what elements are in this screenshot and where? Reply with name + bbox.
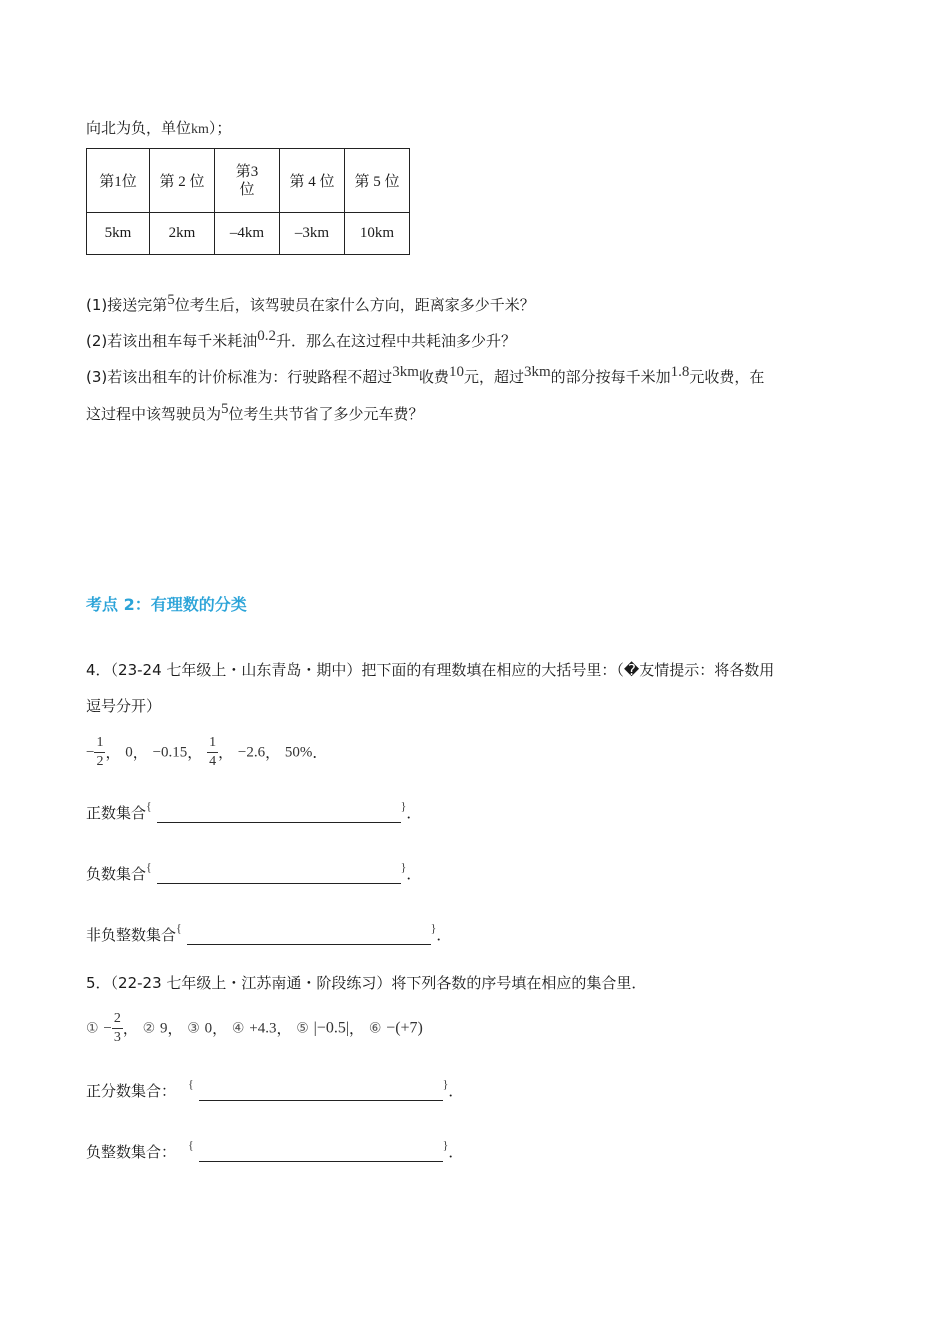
table-value-5: 10km [345, 213, 410, 255]
question-1 [86, 294, 535, 315]
left-brace: { [188, 1138, 194, 1152]
negative-set-row [86, 860, 422, 884]
p4-value-2: −2.6 [237, 744, 266, 761]
p4-value-1: −0.15 [152, 744, 188, 761]
p5-sep-1: ， [122, 1019, 138, 1038]
nonnegative-integer-set-label: 非负整数集合 [86, 926, 177, 944]
negative-integer-set-row [86, 1138, 464, 1162]
section-heading: 考点 2：有理数的分类 [86, 595, 247, 614]
circled-number-5: ⑤ [296, 1020, 309, 1037]
q3-text-c: 元，超过 [463, 368, 524, 386]
p5-value-6: −(+7) [386, 1019, 423, 1037]
q3-number-2: 10 [448, 364, 464, 380]
circled-number-6: ⑥ [368, 1020, 382, 1037]
p4-fraction-1 [94, 734, 105, 771]
right-brace: } [430, 921, 437, 935]
table-value-2: 2km [150, 213, 215, 255]
circled-number-1: ① [86, 1020, 99, 1037]
q3-number-3: 3km [523, 364, 551, 380]
period: ． [448, 1082, 464, 1100]
p4-fraction-2 [207, 734, 218, 771]
p4-fraction-1-denominator: 2 [96, 754, 104, 769]
q1-text-a: (1)接送完第 [86, 296, 168, 314]
p5-value-4: +4.3 [249, 1020, 277, 1037]
nonnegative-integer-set-blank[interactable] [187, 930, 431, 945]
negative-integer-set-label: 负整数集合： [86, 1143, 177, 1161]
q3-text-e: 元收费，在 [689, 368, 765, 386]
p5-sep-2: ， [167, 1019, 183, 1038]
q1-text-b: 位考生后，该驾驶员在家什么方向，距离家多少千米？ [174, 296, 535, 314]
table-header-3-line2: 位 [239, 181, 255, 198]
p4-minus: − [86, 744, 95, 761]
q2-number: 0.2 [257, 328, 276, 344]
p5-minus: − [103, 1020, 112, 1037]
period: ． [406, 804, 422, 822]
left-brace: { [146, 799, 152, 813]
positive-set-label: 正数集合 [86, 804, 147, 822]
q3-text-d: 的部分按每千米加 [550, 368, 671, 386]
q3-text-a: (3)若该出租车的计价标准为：行驶路程不超过 [86, 368, 393, 386]
positive-set-blank[interactable] [157, 808, 401, 823]
right-brace: } [442, 1138, 449, 1152]
table-value-1: 5km [87, 213, 150, 255]
q3-number-4: 1.8 [670, 364, 690, 380]
right-brace: } [400, 799, 407, 813]
p4-value-0: 0 [125, 744, 133, 761]
p5-fraction-numerator: 2 [113, 1011, 121, 1026]
p5-sep-4: ， [276, 1019, 292, 1038]
q2-text-b: 升．那么在这过程中共耗油多少升？ [276, 332, 517, 350]
period: ． [436, 926, 452, 944]
table-header-4: 第 4 位 [280, 149, 345, 213]
p4-sep-4: ， [218, 743, 234, 762]
positive-fraction-set-blank[interactable] [199, 1086, 443, 1101]
circled-number-4: ④ [231, 1020, 245, 1037]
q3-number-1: 3km [392, 364, 419, 380]
period: ． [406, 865, 422, 883]
p5-sep-5: ， [349, 1019, 365, 1038]
positive-set-row [86, 799, 422, 823]
p4-value-3: 50% [284, 744, 313, 761]
left-brace: { [176, 921, 182, 935]
right-brace: } [400, 860, 407, 874]
negative-set-label: 负数集合 [86, 865, 147, 883]
p4-sep-2: ， [132, 743, 148, 762]
p5-value-2: 9 [159, 1020, 168, 1037]
period: ． [448, 1143, 464, 1161]
problem-4-numbers [86, 734, 327, 771]
intro-text: 向北为负，单位 [86, 119, 192, 137]
intro-tail: ）； [208, 119, 232, 137]
p5-value-3: 0 [204, 1020, 213, 1037]
question-3-line-1 [86, 366, 764, 387]
q1-number: 5 [167, 292, 175, 308]
table-header-3-line1: 第3 [235, 163, 259, 180]
table-header-3 [215, 149, 280, 213]
p5-fraction-denominator: 3 [113, 1030, 121, 1045]
p4-fraction-1-numerator: 1 [96, 735, 104, 750]
negative-integer-set-blank[interactable] [199, 1147, 443, 1162]
p5-value-5: |−0.5| [313, 1019, 350, 1037]
p4-fraction-2-numerator: 1 [209, 735, 217, 750]
left-brace: { [146, 860, 152, 874]
positive-fraction-set-row [86, 1077, 464, 1101]
problem-4-line-1: 4．（23-24 七年级上・山东青岛・期中）把下面的有理数填在相应的大括号里：（�友情提示：将各数用 [86, 661, 775, 679]
problem-5-numbers [86, 1010, 423, 1047]
circled-number-2: ② [142, 1020, 156, 1037]
p5-sep-3: ， [212, 1019, 228, 1038]
distance-table [86, 148, 410, 255]
q2-text-a: (2)若该出租车每千米耗油 [86, 332, 258, 350]
intro-line [86, 117, 231, 138]
intro-unit: km [191, 122, 209, 137]
question-3-line-2 [86, 403, 424, 424]
q3-line2-text-b: 位考生共节省了多少元车费？ [228, 405, 424, 423]
q3-text-b: 收费 [418, 368, 449, 386]
circled-number-3: ③ [187, 1020, 200, 1037]
p4-sep-1: ， [105, 743, 121, 762]
left-brace: { [188, 1077, 194, 1091]
question-2 [86, 330, 516, 351]
right-brace: } [442, 1077, 449, 1091]
table-header-1: 第1位 [87, 149, 150, 213]
positive-fraction-set-label: 正分数集合： [86, 1082, 177, 1100]
p4-fraction-2-denominator: 4 [209, 754, 217, 769]
problem-5-line-1: 5．（22-23 七年级上・江苏南通・阶段练习）将下列各数的序号填在相应的集合里． [86, 974, 647, 992]
table-value-3: –4km [215, 213, 280, 255]
table-header-row [87, 149, 410, 213]
p4-sep-3: ， [187, 743, 203, 762]
nonnegative-integer-set-row [86, 921, 452, 945]
table-header-5: 第 5 位 [345, 149, 410, 213]
table-header-2: 第 2 位 [150, 149, 215, 213]
problem-4-line-2: 逗号分开） [86, 697, 162, 715]
table-value-4: –3km [280, 213, 345, 255]
p5-fraction [112, 1010, 123, 1047]
p4-end: ． [312, 743, 328, 762]
p4-sep-5: ， [265, 743, 281, 762]
q3-line2-text-a: 这过程中该驾驶员为 [86, 405, 222, 423]
q3-number-5: 5 [221, 401, 229, 417]
table-value-row [87, 213, 410, 255]
negative-set-blank[interactable] [157, 869, 401, 884]
